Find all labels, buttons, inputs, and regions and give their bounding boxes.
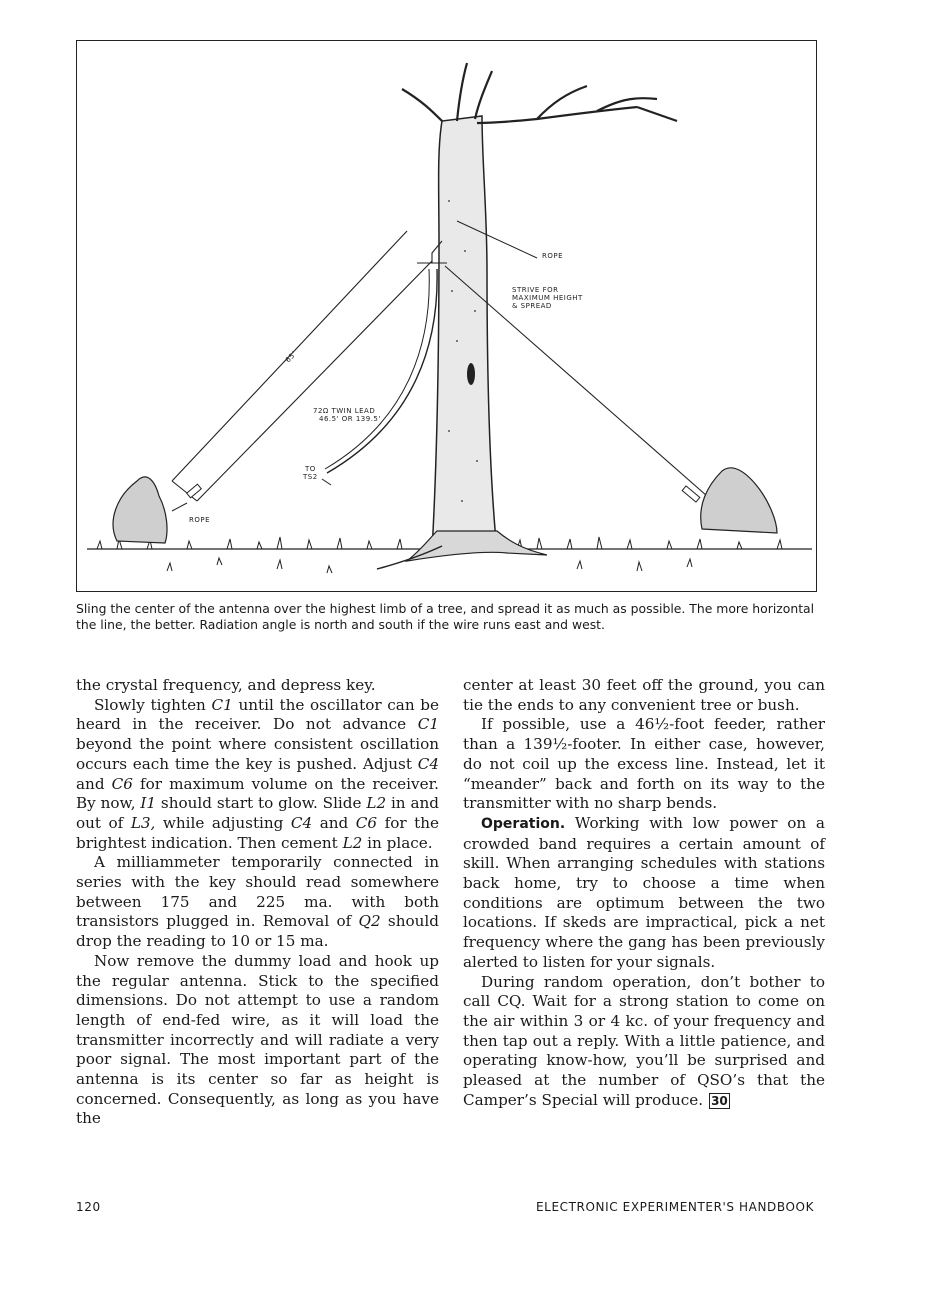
- right-paragraph-4: During random operation, don’t bother to call CQ. Wait for a strong station to come on the air within 3 or 4 kc. of your frequency and then tap out a reply. With a little patience, and operating know-how, you’ll be surprised and pleased at the number of QSO’s that the Camper’s Special will produce. 30: [463, 972, 825, 1109]
- tree-trunk: [432, 116, 497, 551]
- twin-lead-label-line-2: 46.5' OR 139.5': [319, 415, 381, 423]
- strive-label-line-1: STRIVE FOR: [512, 286, 559, 294]
- right-paragraph-3: Operation. Working with low power on a crowded band requires a certain amount of skill. When arranging schedules with stations back home, try to choose a time when conditions are optimum between the two locations. If skeds are impractical, pick a net frequency where the gang has been previously alerted to listen for your signals.: [463, 813, 825, 971]
- twin-lead: [327, 269, 437, 473]
- length-label: 65': [284, 349, 299, 365]
- left-column: [76, 676, 439, 1129]
- tree-roots: [407, 531, 547, 561]
- ts2-label-line-1: TO: [305, 465, 316, 473]
- rope-top-label: ROPE: [542, 252, 564, 260]
- bush-right: [701, 468, 777, 533]
- antenna-figure: [76, 40, 817, 592]
- right-paragraph-1: center at least 30 feet off the ground, you can tie the ends to any convenient tree or bush.: [463, 676, 825, 714]
- insulator-left: [187, 484, 202, 498]
- left-paragraph-2: Slowly tighten C1 until the oscillator can be heard in the receiver. Do not advance C1 beyond the point where consistent oscillation occurs each time the key is pushed. Adjust C4 and C6 for maximum volume on the receiver. By now, I1 should start to glow. Slide L2 in and out of L3, while adjusting C4 and C6 for the brightest indication. Then cement L2 in place.: [76, 695, 440, 852]
- figure-caption: Sling the center of the antenna over the highest limb of a tree, and spread it as much as possible. The more horizontal the line, the better. Radiation angle is north and south if the wire runs east and west.: [76, 601, 815, 632]
- knot-hole: [467, 363, 475, 385]
- left-paragraph-1: the crystal frequency, and depress key.: [76, 676, 376, 694]
- end-mark: 30: [711, 1093, 728, 1108]
- tree-branches: [402, 63, 677, 123]
- right-paragraph-2: If possible, use a 46½-foot feeder, rather than a 139½-footer. In either case, however, do not coil up the excess line. Instead, let it “meander” back and forth on its way to the transmitter with no sharp bends.: [463, 715, 825, 813]
- insulator-right: [682, 486, 700, 502]
- ts2-arrow: [322, 479, 331, 485]
- rope-left: [172, 503, 187, 511]
- operation-heading: Operation.: [481, 815, 566, 832]
- right-column: [463, 676, 825, 1111]
- tree-antenna-illustration: [77, 41, 818, 593]
- ts2-label-line-2: TS2: [303, 473, 318, 481]
- left-paragraph-4: Now remove the dummy load and hook up the regular antenna. Stick to the specified dimensions. Do not attempt to use a random length of end-fed wire, as it will load the transmitter incorrectly and will radiate a very poor signal. The most important part of the antenna is its center so far as height is concerned. Consequently, as long as you have the: [76, 951, 439, 1128]
- strive-label-line-3: & SPREAD: [512, 302, 552, 310]
- strive-label-line-2: MAXIMUM HEIGHT: [512, 294, 583, 302]
- footer-title: ELECTRONIC EXPERIMENTER'S HANDBOOK: [536, 1200, 815, 1214]
- page-number: 120: [76, 1200, 101, 1214]
- left-paragraph-3: A milliammeter temporarily connected in series with the key should read somewhere between 175 and 225 ma. with both transistors plugged in. Removal of Q2 should drop the reading to 10 or 15 ma.: [76, 853, 439, 951]
- rope-left-label: ROPE: [189, 516, 211, 524]
- bush-left: [113, 477, 167, 543]
- twin-lead-label-line-1: 72Ω TWIN LEAD: [313, 407, 376, 415]
